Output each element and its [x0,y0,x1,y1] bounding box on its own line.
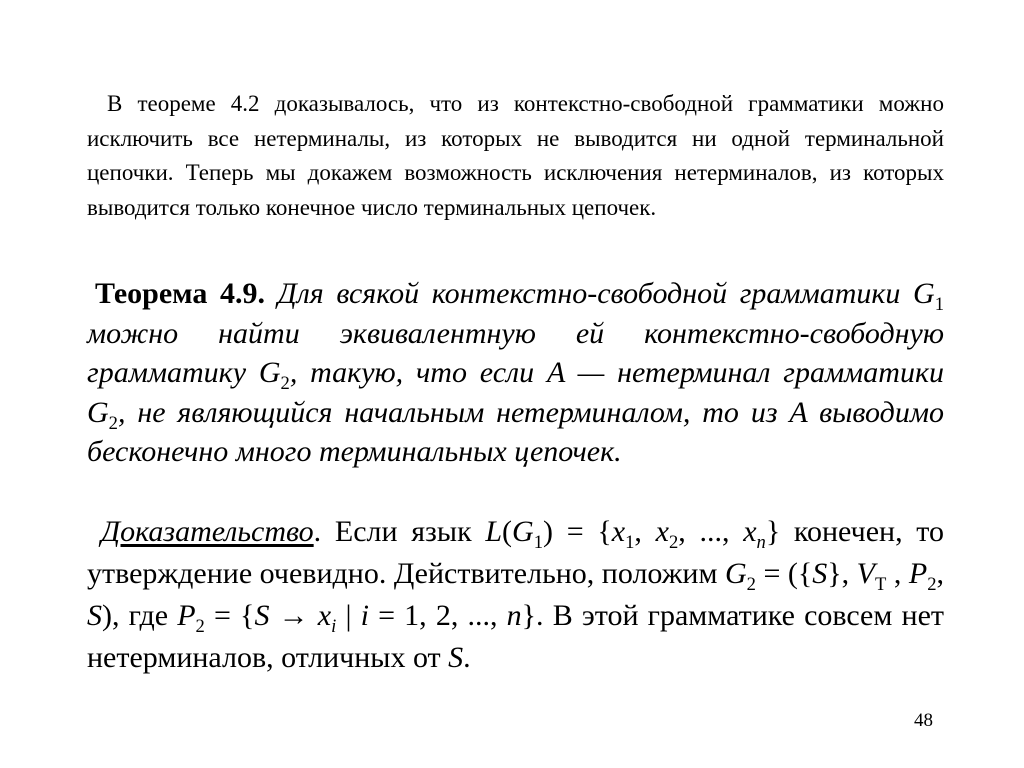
nonterminal-symbol: A [789,395,808,429]
theorem-heading: Теорема 4.9. [95,277,266,310]
theorem-text: можно найти эквивалентную ей контекстно-свободную грамматику [87,316,944,389]
proof-text: Если язык [321,515,486,548]
index-symbol: i [360,599,369,632]
terminal-chain-symbol: x [743,515,757,548]
proof-text: , [721,515,744,548]
proof-text: }, [827,557,857,590]
subscript: 2 [280,373,290,394]
theorem-text: Для всякой контекстно-свободной грамматики [277,277,914,310]
index-symbol: n [506,599,522,632]
theorem-paragraph [87,274,944,472]
proof-text: = { [553,515,612,548]
paren: ) [543,515,554,548]
start-symbol: S [87,599,102,632]
terminal-chain-symbol: x [317,599,332,632]
paren: ( [502,515,513,548]
grammar-symbol: G [512,515,534,548]
subscript: 1 [625,532,635,553]
proof-text: , [936,557,944,590]
subscript: n [756,532,766,553]
theorem-text: , не являющийся начальным нетерминалом, то из [117,395,790,429]
productions-symbol: P [908,557,928,590]
terminal-chain-symbol: x [611,515,626,548]
proof-text: ), где [102,599,178,632]
proof-text: } конечен, то утверждение очевидно. Действительно, положим [87,515,944,590]
proof-text: ... [699,515,722,548]
subscript: 2 [746,574,756,595]
start-symbol: S [448,641,464,674]
proof-text: | [336,599,361,632]
grammar-symbol: G [724,557,747,590]
grammar-symbol: G [258,356,281,389]
start-symbol: S [812,557,828,590]
proof-heading: Доказательство [101,515,314,548]
subscript: 2 [108,412,118,434]
page-number: 48 [914,710,933,731]
subscript: 2 [668,532,679,553]
proof-text: = { [204,599,255,632]
theorem-text: , такую, что если [289,356,547,389]
productions-symbol: P [177,599,196,632]
subscript: 1 [533,532,544,553]
proof-text: , [634,515,656,548]
grammar-symbol: G [913,277,935,310]
proof-text: . [463,641,471,674]
start-symbol: S [254,599,270,632]
nonterminal-symbol: A [546,356,565,389]
subscript: 2 [927,574,937,595]
subscript: Т [875,574,887,595]
subscript: i [331,616,337,637]
proof-text: , [886,557,909,590]
proof-text: = ({ [755,557,813,590]
subscript: 1 [934,294,944,315]
theorem-text: выводимо бесконечно много терминальных цепочек. [87,395,944,468]
terminal-set-symbol: V [856,557,875,590]
intro-paragraph: В теореме 4.2 доказывалось, что из контекстно-свободной грамматики можно исключить все нетерминалы, из которых не выводится ни одной терминальной цепочки. Теперь мы докажем возможность исключения нетерминалов, из которых выводится только конечное число терминальных цепочек. [87,91,944,220]
theorem-text: — нетерминал грамматики [564,356,944,389]
proof-text: }. В этой грамматике совсем нет нетерминалов, отличных от [87,599,944,674]
proof-text: = 1, 2, ..., [368,599,507,632]
proof-text: , [678,515,700,548]
proof-paragraph [87,511,944,679]
grammar-symbol: G [87,395,109,429]
terminal-chain-symbol: x [655,515,669,548]
arrow-symbol: → [269,599,318,632]
subscript: 2 [195,616,205,637]
language-symbol: L [485,515,503,548]
proof-text: . [313,515,322,548]
